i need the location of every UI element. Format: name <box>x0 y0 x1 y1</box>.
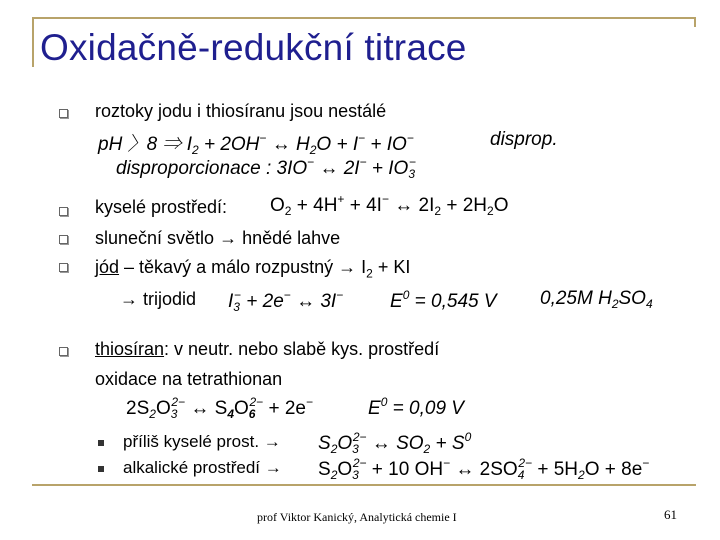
equation-triiodide: $I_3^- + 2e^-$ ↔ 3I− <box>228 288 344 314</box>
bullet-text-3: sluneční světlo → hnědé lahve <box>95 228 341 248</box>
subbullet-text-2: alkalické prostředí → <box>123 458 282 477</box>
slide-title: Oxidačně-redukční titrace <box>40 27 467 68</box>
disprop-label: disprop. <box>490 129 558 150</box>
equation-acid-decomposition: $S_2O_3^{2-}$ ↔ $SO_2 + S^0$ <box>318 430 472 456</box>
bullet-square-icon <box>59 235 68 244</box>
equation-alkaline: $S_2O_3^{2-} + 10$ OH− ↔ $2SO_4^{2-} + 5H_2O + 8e^-$ <box>318 456 650 482</box>
trijodid-text: → trijodid <box>120 289 197 309</box>
e0-triiodide: $E^0 = 0,545$ V <box>390 288 497 312</box>
equation-ph: pH 〉8 ⇒ $I_2 + 2OH^-$ ↔ $H_2O + I^- + IO^-$ <box>98 131 414 157</box>
bullet-text-4: jód – těkavý a málo rozpustný → $I_2$ + KI <box>95 257 411 281</box>
equation-thiosulfate: $2S_2O_3^{2-}$ ↔ $S_4O_6^{2-} + 2e^-$ <box>126 395 313 421</box>
subbullet-icon <box>98 466 104 472</box>
bullet-square-icon <box>59 207 68 216</box>
frame-top-line <box>32 17 696 19</box>
e0-thiosulfate: $E^0 = 0,09$ V <box>368 395 464 419</box>
subbullet-icon <box>98 440 104 446</box>
bullet-square-icon <box>59 263 68 272</box>
equation-acidic: $O_2 + 4H^+ + 4I^-$ ↔ $2I_2 + 2H_2O$ <box>270 192 509 218</box>
subbullet-text-1: příliš kyselé prost. → <box>123 432 281 451</box>
bullet-text-5: thiosíran: v neutr. nebo slabě kys. prostředí <box>95 339 440 359</box>
frame-left-line <box>32 17 34 67</box>
concentration-label: 0,25M $H_2SO_4$ <box>540 288 653 311</box>
frame-right-line <box>694 17 696 27</box>
bullet-text-2: kyselé prostředí: <box>95 197 228 217</box>
frame-bottom-line <box>32 484 696 486</box>
bullet-text-1: roztoky jodu i thiosíranu jsou nestálé <box>95 101 387 121</box>
footer-author: prof Viktor Kanický, Analytická chemie I <box>257 510 457 524</box>
equation-disproportionation: disproporcionace : 3IO− ↔ $2I^- + IO_3^-$ <box>116 155 417 181</box>
bullet-text-6: oxidace na tetrathionan <box>95 369 283 389</box>
bullet-square-icon <box>59 109 68 118</box>
bullet-square-icon <box>59 347 68 356</box>
page-number: 61 <box>664 507 677 522</box>
